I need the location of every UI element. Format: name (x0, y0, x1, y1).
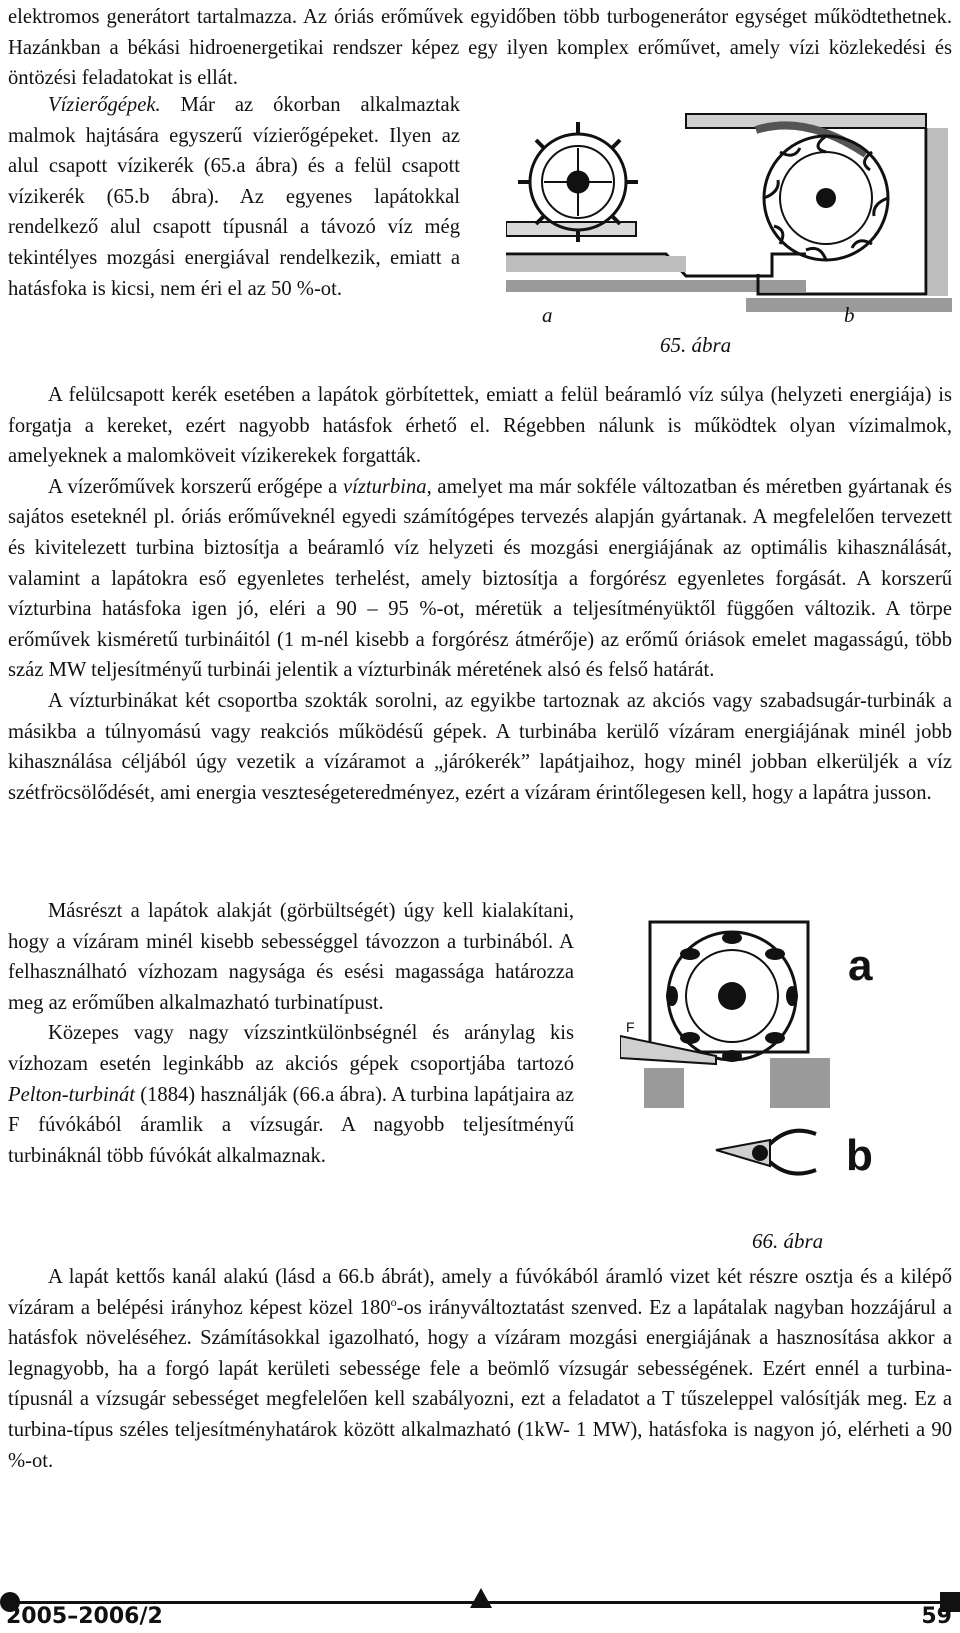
groups-paragraph: A vízturbinákat két csoportba szokták sorolni, az egyikbe tartoznak az akciós vagy szabadsugár-turbinák a másikba a túlnyomású vagy reakciós működésű gépek. A turbinába kerülő vízáram energiájának minél jobb kihasználása céljából úgy vezetik a vízáramot a „járókerék” lapátjaihoz, hogy minél jobban elkerüljék a víz szétfröcsölődését, ami energia veszteségeteredményez, ezért a vízáram érintőlegesen kell, hogy a lapátra jusson. (8, 689, 952, 804)
water-machines-term: Vízierőgépek. (48, 94, 161, 116)
figure-65-caption: 65. ábra (660, 333, 732, 357)
body-flow (8, 380, 952, 808)
figure-66 (620, 918, 952, 1260)
turbine-term: vízturbina (343, 475, 427, 498)
pelton-text-post: (1884) használják (66.a ábra). A turbina lapátjaira az F fúvókából áramlik a vízsugár. A nagyobb teljesítményű turbináknál több fúvókát alkalmaznak. (8, 1083, 574, 1167)
pelton-turbine-illustration (620, 918, 952, 1218)
turbine-text-post: , amelyet ma már sokféle változatban és méretben gyártanak és sajátos eseteknél pl. óriás erőműveknél egyedi számítógépes tervezés alapján gyártanak. A megfelelően tervezett és kivitelezett turbina biztosítja a beáramló víz helyzeti és mozgási energiájának az optimális kihasználását, valamint a lapátokra eső egyenletes terhelést, amely biztosítja a forgórész egyenletes forgását. A korszerű vízturbina hatásfoka igen jó, eléri a 90 – 95 %-ot, méretük a teljesítményüktől függően változik. A törpe erőművek kisméretű turbináitól (1 m-nél kisebb a forgórész átmérője) az erőmű óriások emelet magasságú, több száz MW teljesítményű turbinái jelentik a vízturbinák méretének alsó és felső határát. (8, 475, 952, 682)
water-machines-section (8, 90, 460, 304)
degree-superscript: o (390, 1294, 397, 1309)
page-footer (0, 1580, 960, 1630)
turbine-text-pre: A vízerőművek korszerű erőgépe a (48, 475, 344, 498)
figure-66-label-f: F (626, 1019, 635, 1035)
blade-shape-paragraph: Másrészt a lapátok alakját (görbültségét) úgy kell kialakítani, hogy a vízáram minél kisebb sebességgel távozzon a turbinából. A felhasználható vízhozam nagysága és esési magassága határozza meg az erőműben alkalmazható turbinatípust. (8, 900, 574, 1014)
intro-paragraph: elektromos generátort tartalmazza. Az óriás erőművek egyidőben több turbogenerátor egységet működtethetnek. Hazánkban a békási hidroenergetikai rendszer képez egy ilyen komplex erőművet, amely vízi közlekedési és öntözési feladatokat is ellát. (8, 6, 952, 90)
blade-section (8, 1262, 952, 1476)
figure-65-label-a: a (542, 303, 553, 327)
turbine-paragraph (8, 472, 952, 686)
waterwheel-illustration (506, 104, 952, 324)
pelton-section (8, 896, 574, 1171)
pelton-text-pre: Közepes vagy nagy vízszintkülönbségnél és aránylag kis vízhozam esetén leginkább az akciós gépek csoportjába tartozó (8, 1022, 574, 1075)
blade-text-pre: A lapát kettős kanál alakú (lásd a 66.b ábrát), amely a fúvókából áramló vizet két részre osztja és a kilépő vízáram a belépési irányhoz képest közel 180 (8, 1266, 952, 1319)
blade-paragraph (8, 1262, 952, 1476)
figure-65-label-b: b (844, 303, 855, 327)
page-number: 59 (921, 1604, 952, 1629)
figure-66-caption: 66. ábra (752, 1229, 824, 1253)
figure-66-label-b: b (846, 1131, 873, 1180)
blade-text-post: -os irányváltoztatást szenved. Ez a lapátalak nagyban hozzájárul a hatásfok növeléséhez. Számításokkal igazolható, hogy a vízáram mozgási energiájának a hasznosítása akkor a legnagyobb, ha a forgó lapát kerületi sebessége fele a beömlő vízsugár sebességének. Ezért ennél a turbina-típusnál a vízsugár sebességet megfelelően kell szabályozni, ezt a feladatot a T tűszeleppel valósítják meg. Ez a turbina-típus széles teljesítményhatárok között alkalmazható (1kW- 1 MW), hatásfoka is nagyon jó, elérheti a 90 %-ot. (8, 1296, 953, 1472)
footer-triangle-icon (470, 1588, 492, 1608)
water-machines-text: Már az ókorban alkalmaztak malmok hajtására egyszerű vízierőgépeket. Ilyen az alul csapott vízikerék (65.a ábra) és a felül csapott vízikerék (65.b ábra). Az egyenes lapátokkal rendelkező alul csapott típusnál a távozó víz még tekintélyes mozgási energiával rendelkezik, emiatt a hatásfoka is kicsi, nem éri el az 50 %-ot. (8, 94, 460, 300)
pelton-term: Pelton-turbinát (8, 1083, 135, 1106)
issue-number: 2005–2006/2 (6, 1604, 163, 1629)
overshot-paragraph: A felülcsapott kerék esetében a lapátok görbítettek, emiatt a felül beáramló víz súlya (helyzeti energiája) is forgatja a kereket, ezért nagyobb hatásfok érhető el. Régebben nálunk is működtek olyan vízimalmok, amelyeknek a malomköveit vízikerekek forgatták. (8, 384, 952, 468)
pelton-paragraph (8, 1018, 574, 1171)
figure-65 (506, 104, 952, 376)
figure-66-label-a: a (848, 941, 873, 990)
